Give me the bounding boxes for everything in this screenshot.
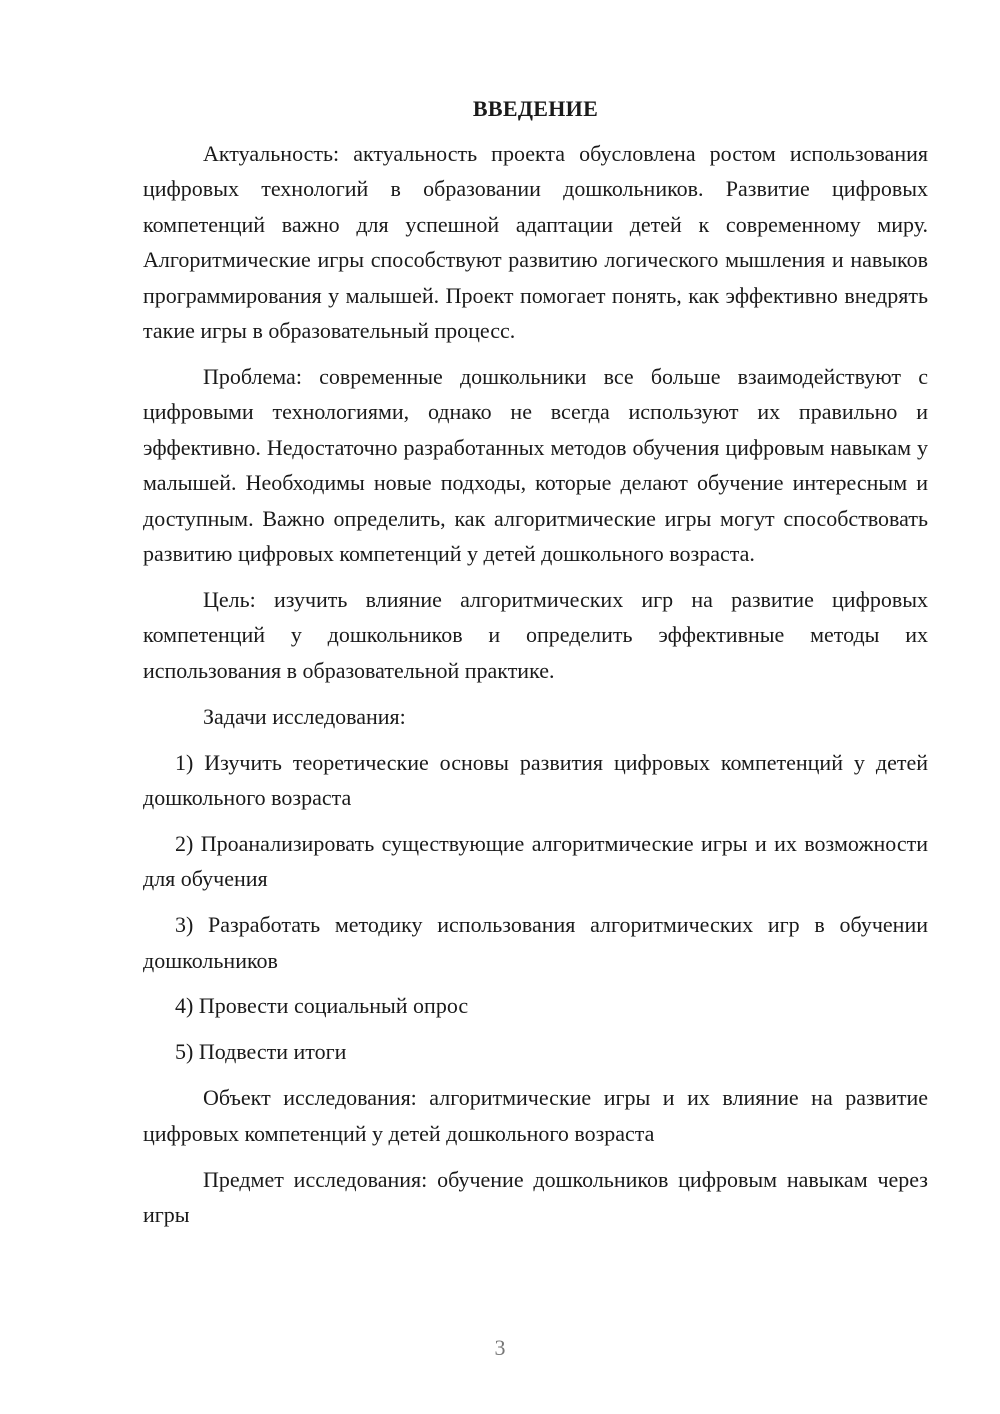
- page-title: ВВЕДЕНИЕ: [472, 96, 599, 121]
- tasks-heading: Задачи исследования:: [203, 703, 406, 729]
- task-item: 5) Подвести итоги: [175, 1039, 347, 1065]
- relevance-paragraph: Актуальность: актуальность проекта обусловлена ростом использования цифровых технологий в образовании дошкольников. Развитие цифровых компетенций важно для успешной адаптации детей к современному миру. Алгоритмические игры способствуют развитию логического мышления и навыков программирования у малышей. Проект помогает понять, как эффективно внедрять такие игры в образовательный процесс.: [143, 141, 928, 344]
- task-item: 2) Проанализировать существующие алгоритмические игры и их возможности для обучения: [143, 830, 928, 892]
- task-item: 1) Изучить теоретические основы развития цифровых компетенций у детей дошкольного возраста: [143, 749, 928, 810]
- goal-paragraph: Цель: изучить влияние алгоритмических игр на развитие цифровых компетенций у дошкольников и определить эффективные методы их использования в образовательной практике.: [143, 586, 928, 683]
- research-subject-paragraph: Предмет исследования: обучение дошкольников цифровым навыкам через игры: [143, 1166, 928, 1227]
- task-item: 4) Провести социальный опрос: [175, 993, 469, 1019]
- problem-paragraph: Проблема: современные дошкольники все больше взаимодействуют с цифровыми технологиями, однако не всегда используют их правильно и эффективно. Недостаточно разработанных методов обучения цифровым навыкам у малышей. Необходимы новые подходы, которые делают обучение интересным и доступным. Важно определить, как алгоритмические игры могут способствовать развитию цифровых компетенций у детей дошкольного возраста.: [143, 363, 928, 566]
- page-number: 3: [494, 1335, 506, 1360]
- research-object-paragraph: Объект исследования: алгоритмические игры и их влияние на развитие цифровых компетенций у детей дошкольного возраста: [143, 1085, 928, 1146]
- page-content: [143, 94, 928, 1243]
- task-item: 3) Разработать методику использования алгоритмических игр в обучении дошкольников: [143, 912, 928, 973]
